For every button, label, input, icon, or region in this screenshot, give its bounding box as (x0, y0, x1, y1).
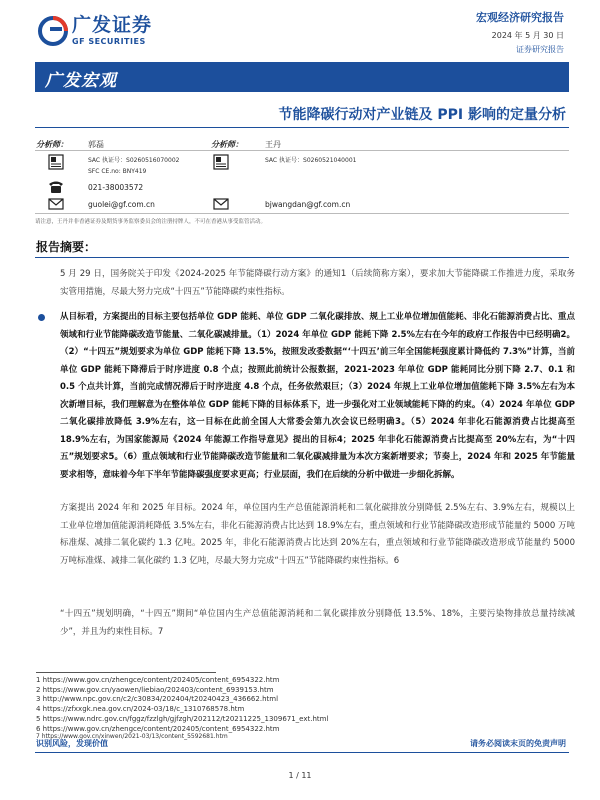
summary-paragraph-1: 5 月 29 日，国务院关于印发《2024-2025 年节能降碳行动方案》的通知1（后续简称方案），要求加大节能降碳工作推进力度，采取务实管用措施，尽最大努力完成“十四五”节能降碳约束性指标。 (60, 269, 575, 297)
footnote[interactable]: 2 https://www.gov.cn/yaowen/liebiao/202403/content_6939153.htm (36, 685, 274, 694)
regulatory-disclaimer: 请注意，王丹并非香港证券及期货事务监察委员会的注册持牌人，不可在香港从事受监管活动。 (35, 219, 267, 225)
footer-rule (35, 752, 569, 753)
report-category: 宏观经济研究报告 (476, 11, 564, 24)
footnote-rule (36, 672, 216, 673)
footnote[interactable]: 7 https://www.gov.cn/xinwen/2021-03/13/content_5592681.htm (36, 733, 228, 740)
summary-paragraph-2: 从目标看，方案提出的目标主要包括单位 GDP 能耗、单位 GDP 二氧化碳排放、规上工业单位增加值能耗、非化石能源消费占比、重点领域和行业节能降碳改造节能量、二氧化碳减排量。（1）2024 年单位 GDP 能耗下降 2.5%左右在今年的政府工作报告中已经明确2。（2）“十四五”规划要求为单位 GDP 能耗下降 13.5%，按照发改委数据“‘十四五’前三年全国能耗强度累计降低约 7.3%”计算，当前单位 GDP 能耗下降滞后于时序进度 0.8 个点；按照此前统计公报数据，2021-2023 年单位 GDP 能耗同比分别下降 2.7、0.1 和 0.5 个点共计算，当前完成情况滞后于时序进度 4.8 个点，任务依然艰巨；（3）2024 年规上工业单位增加值能耗下降 3.5%左右为本次新增目标，我们理解意为在整体单位 GDP 能耗下降的目标体系下，进一步强化对工业领域能耗下降的约束。（4）2024 年单位 GDP 二氧化碳排放降低 3.9%左右，这一目标在此前全国人大常委会第九次会议已经明确3。（5）2024 年非化石能源消费占比提高至 18.9%左右，为国家能源局《2024 年能源工作指导意见》提出的目标4；2025 年非化石能源消费占比提高至 20%左右，为“十四五”规划要求5。（6）重点领域和行业节能降碳改造节能量和二氧化碳减排量为本次方案新增要求；节奏上，2024 年和 2025 年节能量要求相等，意味着今年下半年节能降碳强度要求更高；行业层面，我们在后续的分析中做进一步细化拆解。 (60, 312, 575, 480)
report-type: 证券研究报告 (516, 45, 564, 54)
footer-slogan: 识别风险，发现价值 (36, 739, 108, 748)
footer-disclaimer-note: 请务必阅读末页的免责声明 (470, 739, 566, 748)
brand-name-cn: 广发证券 (72, 14, 153, 36)
summary-paragraph-3: 方案提出 2024 年和 2025 年目标。2024 年，单位国内生产总值能源消耗和二氧化碳排放分别降低 2.5%左右、3.9%左右，规模以上工业单位增加值能源消耗降低 3.5%左右，非化石能源消费占比达到 18.9%左右，重点领域和行业节能降碳改造形成节能量约 5000 万吨标准煤、减排二氧化碳约 1.3 亿吨。2025 年，非化石能源消费占比达到 20%左右，重点领域和行业节能降碳改造形成节能量约 5000 万吨标准煤、减排二氧化碳约 1.3 亿吨，尽最大努力完成“十四五”节能降碳约束性指标。6 (60, 503, 575, 566)
analyst-1-sac: SAC 执证号：S0260516070002 (88, 157, 180, 164)
analyst-bottom-divider (35, 213, 569, 214)
analyst-1-sfc: SFC CE.no: BNY419 (88, 168, 147, 175)
footnote[interactable]: 3 http://www.npc.gov.cn/c2/c30834/202404/t20240423_436662.html (36, 695, 279, 704)
analyst-2-sac: SAC 执证号：S0260521040001 (265, 157, 357, 164)
analyst-2-label: 分析师： (211, 140, 243, 149)
banner-label: 广发宏观 (45, 71, 117, 91)
email-icon (213, 198, 229, 210)
page-number: 1 / 11 (288, 771, 312, 780)
company-logo (38, 16, 152, 46)
footnote[interactable]: 6 https://www.gov.cn/zhengce/content/202405/content_6954322.htm (36, 724, 280, 733)
analyst-1-phone: 021-38003572 (88, 183, 144, 192)
summary-rule (35, 257, 569, 258)
footnote[interactable]: 5 https://www.ndrc.gov.cn/fggz/fzzlgh/gjfzgh/202112/t20211225_1309671_ext.html (36, 714, 329, 723)
phone-icon (48, 180, 64, 194)
analyst-2-name: 王丹 (265, 140, 281, 149)
email-icon (48, 198, 64, 210)
summary-paragraph-4: “十四五”规划明确，“十四五”期间“单位国内生产总值能源消耗和二氧化碳排放分别降低 13.5%、18%，主要污染物排放总量持续减少”，并且为约束性目标。7 (60, 609, 575, 637)
analyst-1-label: 分析师： (36, 140, 68, 149)
report-date: 2024 年 5 月 30 日 (491, 31, 564, 40)
analyst-2-email[interactable]: bjwangdan@gf.com.cn (265, 200, 351, 209)
summary-title: 报告摘要： (36, 240, 97, 254)
report-header (476, 9, 564, 55)
report-title: 节能降碳行动对产业链及 PPI 影响的定量分析 (278, 107, 566, 123)
bullet-icon (38, 314, 45, 321)
analyst-divider (35, 150, 569, 151)
id-card-icon (48, 154, 64, 170)
footnote[interactable]: 4 https://zfxxgk.nea.gov.cn/2024-03/18/c_1310768578.htm (36, 705, 245, 714)
gf-logo-icon (38, 16, 68, 46)
section-banner (35, 62, 569, 92)
brand-name-en: GF SECURITIES (72, 37, 146, 46)
analyst-1-email[interactable]: guolei@gf.com.cn (88, 200, 155, 209)
id-card-icon (213, 154, 229, 170)
analyst-1-name: 郭磊 (88, 140, 104, 149)
footnote[interactable]: 1 https://www.gov.cn/zhengce/content/202405/content_6954322.htm (36, 676, 280, 684)
